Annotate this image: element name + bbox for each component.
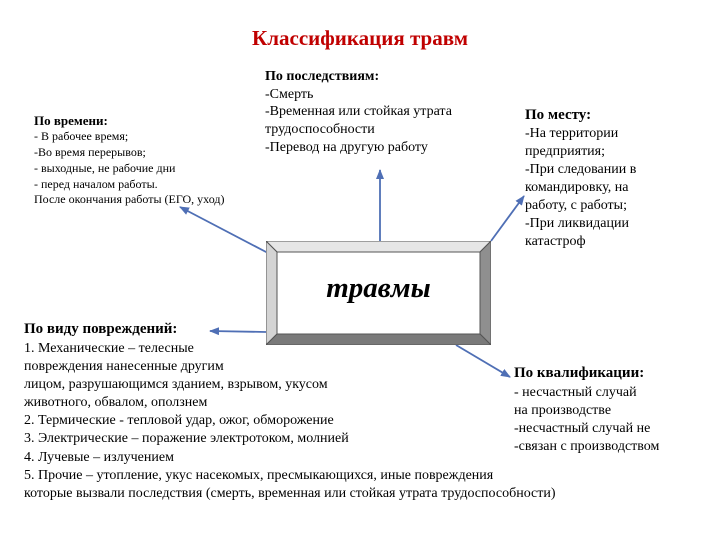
consequences-block: [265, 68, 452, 156]
qualification-block: [514, 364, 659, 456]
arrow-to-time: [180, 207, 268, 253]
qualification-line: -несчастный случай не: [514, 420, 651, 436]
qualification-line: на производстве: [514, 402, 612, 418]
qualification-line: - несчастный случай: [514, 384, 637, 400]
time-line: -Во время перерывов;: [34, 144, 146, 159]
kind-heading: По виду повреждений:: [24, 321, 178, 337]
kind-line: 5. Прочие – утопление, укус насекомых, пресмыкающихся, иные повреждения: [24, 467, 494, 483]
place-line: работу, с работы;: [525, 197, 627, 213]
time-line: - В рабочее время;: [34, 129, 129, 144]
consequences-heading: По последствиям:: [265, 69, 380, 84]
time-block: [34, 112, 224, 208]
time-line: После окончания работы (ЕГО, уход): [34, 192, 225, 207]
kind-line: 1. Механические – телесные: [24, 340, 194, 356]
place-line: -На территории: [525, 126, 619, 142]
place-line: -При ликвидации: [525, 215, 629, 231]
place-line: командировку, на: [525, 179, 629, 195]
consequences-line: -Перевод на другую работу: [265, 139, 428, 155]
consequences-line: -Смерть: [265, 86, 314, 102]
kind-line: 3. Электрические – поражение электротоком, молнией: [24, 431, 349, 447]
place-block: [525, 106, 636, 251]
kind-line: которые вызвали последствия (смерть, временная или стойкая утрата трудоспособности): [24, 486, 556, 501]
center-label: травмы: [326, 272, 431, 304]
place-heading: По месту:: [525, 107, 592, 123]
kind-line: 4. Лучевые – излучением: [24, 449, 174, 465]
place-line: предприятия;: [525, 144, 606, 160]
diagram-title: Классификация травм: [251, 26, 468, 50]
arrow-to-place: [491, 196, 524, 241]
time-line: - выходные, не рабочие дни: [34, 160, 176, 175]
kind-line: 2. Термические - тепловой удар, ожог, обморожение: [24, 413, 334, 429]
consequences-line: -Временная или стойкая утрата: [265, 104, 452, 120]
kind-block: [24, 320, 556, 503]
qualification-line: -связан с производством: [514, 439, 660, 455]
qualification-heading: По квалификации:: [514, 365, 645, 381]
consequences-line: трудоспособности: [265, 121, 375, 137]
time-heading: По времени:: [34, 113, 108, 128]
place-line: -При следовании в: [525, 162, 637, 177]
kind-line: повреждения нанесенные другим: [24, 358, 224, 374]
kind-line: животного, обвалом, оползнем: [24, 395, 208, 411]
place-line: катастроф: [525, 233, 586, 249]
kind-line: лицом, разрушающимся зданием, взрывом, укусом: [24, 376, 328, 392]
time-line: - перед началом работы.: [34, 176, 158, 191]
